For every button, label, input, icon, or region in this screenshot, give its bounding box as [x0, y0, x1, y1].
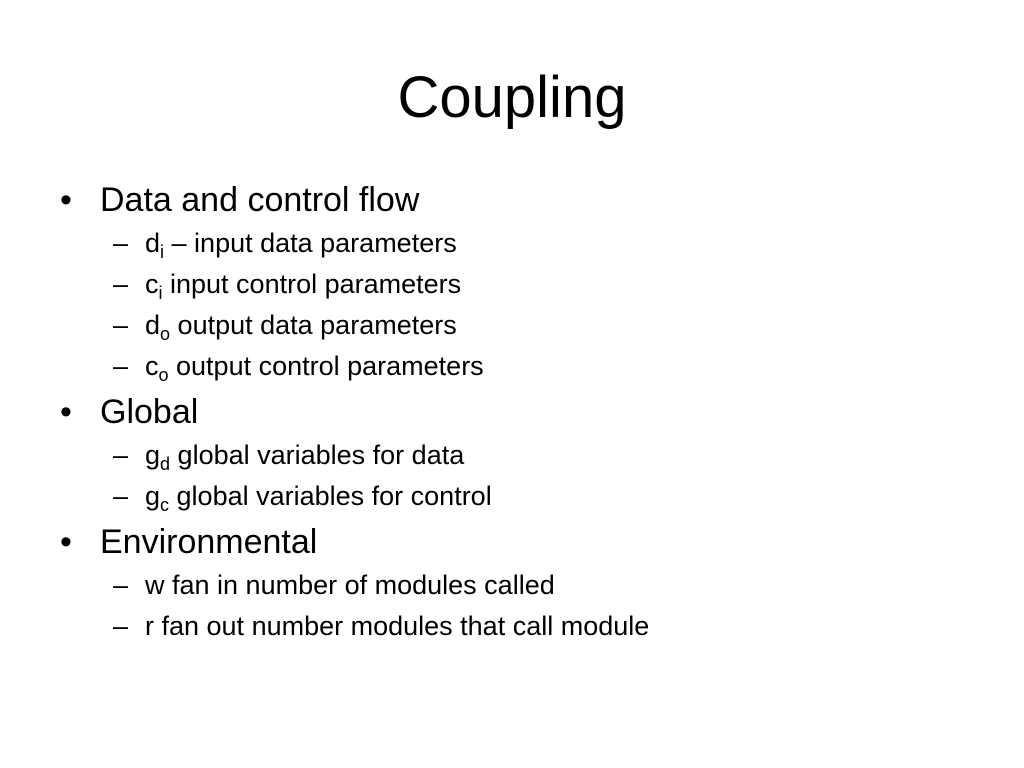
dash-icon: –	[113, 228, 129, 258]
bullet-group-environmental	[60, 519, 990, 647]
sub-text: input control parameters	[162, 269, 462, 299]
bullet-item	[60, 389, 990, 435]
sub-item	[60, 606, 990, 647]
sub-text: – input data parameters	[164, 228, 457, 258]
slide-title: Coupling	[397, 65, 627, 130]
bullet-icon: •	[60, 393, 72, 431]
sub-symbol: c	[145, 351, 159, 381]
bullet-group-global	[60, 389, 990, 517]
sub-subscript: d	[160, 454, 171, 474]
bullet-icon: •	[60, 523, 72, 561]
sub-symbol: d	[145, 310, 161, 340]
sub-symbol: g	[145, 440, 161, 470]
dash-icon: –	[113, 611, 129, 641]
sub-text: output control parameters	[168, 351, 484, 381]
dash-icon: –	[113, 269, 129, 299]
bullet-item	[60, 519, 990, 565]
bullet-item	[60, 177, 990, 223]
dash-icon: –	[113, 310, 129, 340]
bullet-icon: •	[60, 181, 72, 219]
sub-item	[60, 435, 990, 476]
sub-item	[60, 346, 990, 387]
sub-subscript: o	[160, 324, 171, 344]
sub-subscript: i	[160, 242, 165, 262]
sub-item	[60, 223, 990, 264]
sub-text: output data parameters	[170, 310, 457, 340]
sub-item	[60, 305, 990, 346]
sub-item	[60, 565, 990, 606]
dash-icon: –	[113, 570, 129, 600]
sub-symbol: c	[145, 269, 159, 299]
sub-subscript: c	[160, 495, 170, 515]
sub-text: r fan out number modules that call module	[145, 611, 650, 641]
sub-symbol: d	[145, 228, 161, 258]
sub-text: global variables for data	[170, 440, 465, 470]
dash-icon: –	[113, 440, 129, 470]
sub-symbol: g	[145, 481, 161, 511]
sub-subscript: i	[158, 283, 163, 303]
sub-subscript: o	[158, 365, 169, 385]
sub-text: global variables for control	[169, 481, 492, 511]
bullet-text: Global	[100, 393, 199, 431]
slide-content	[60, 177, 990, 647]
dash-icon: –	[113, 481, 129, 511]
sub-item	[60, 476, 990, 517]
bullet-text: Environmental	[100, 523, 318, 561]
sub-item	[60, 264, 990, 305]
dash-icon: –	[113, 351, 129, 381]
bullet-group-data-control-flow	[60, 177, 990, 387]
bullet-text: Data and control flow	[100, 181, 420, 219]
sub-text: w fan in number of modules called	[145, 570, 555, 600]
